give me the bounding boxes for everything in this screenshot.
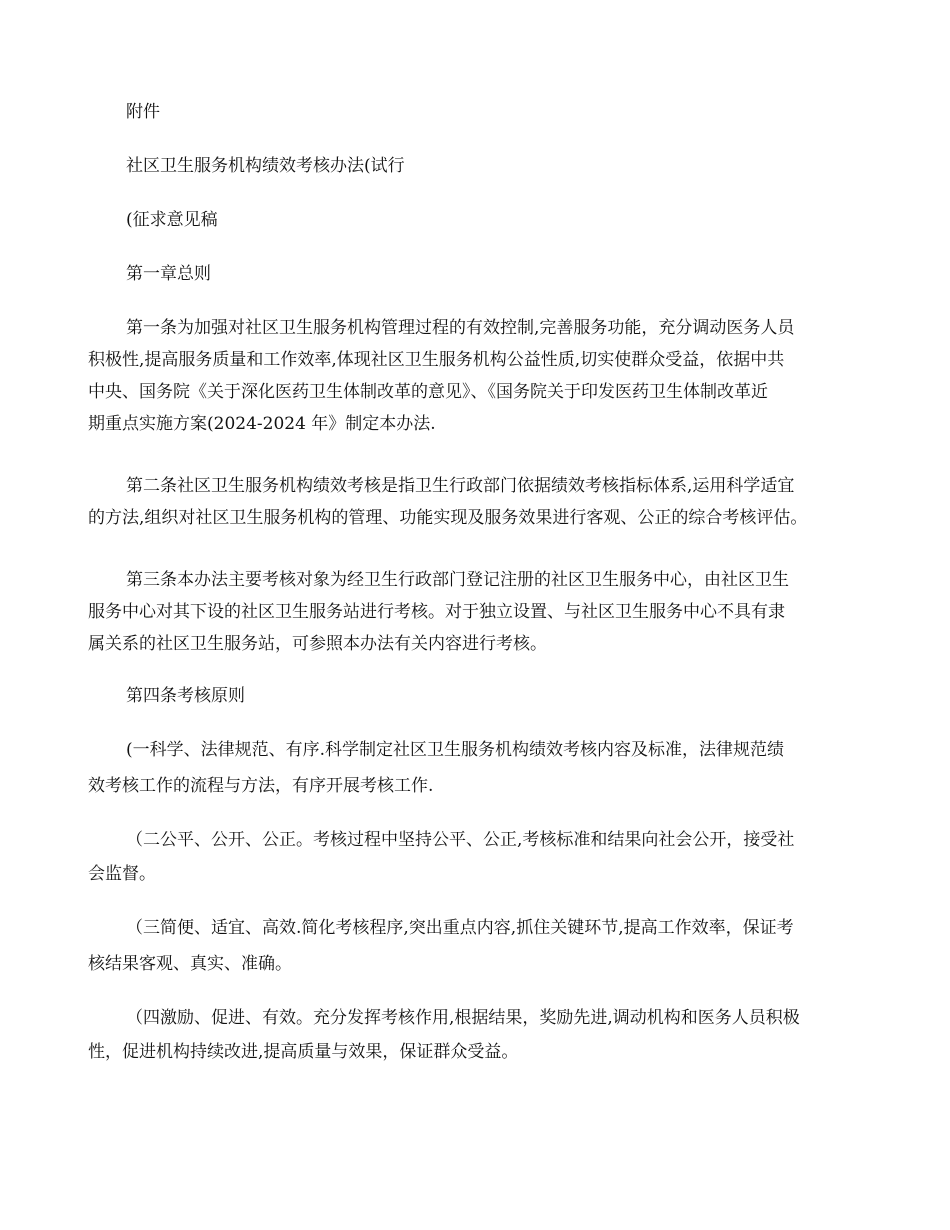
document-subtitle: (征求意见稿 — [126, 210, 218, 230]
attachment-label: 附件 — [126, 102, 160, 122]
principle-3-line: （三简便、适宜、高效.简化考核程序,突出重点内容,抓住关键环节,提高工作效率，保证考 — [126, 918, 794, 938]
principle-2-line: （二公平、公开、公正。考核过程中坚持公平、公正,考核标准和结果向社会公开，接受社 — [126, 830, 795, 850]
article-1-line: 第一条为加强对社区卫生服务机构管理过程的有效控制,完善服务功能，充分调动医务人员 — [126, 318, 795, 338]
chapter-heading: 第一章总则 — [126, 264, 211, 284]
article-2-line: 第二条社区卫生服务机构绩效考核是指卫生行政部门依据绩效考核指标体系,运用科学适宜 — [126, 476, 795, 496]
article-2-line: 的方法,组织对社区卫生服务机构的管理、功能实现及服务效果进行客观、公正的综合考核评估。 — [88, 508, 808, 528]
principle-4-line: 性，促进机构持续改进,提高质量与效果，保证群众受益。 — [88, 1042, 519, 1062]
principle-2-line: 会监督。 — [88, 864, 156, 884]
article-3-line: 属关系的社区卫生服务站，可参照本办法有关内容进行考核。 — [88, 634, 547, 654]
principle-1-line: (一科学、法律规范、有序.科学制定社区卫生服务机构绩效考核内容及标准，法律规范绩 — [126, 740, 785, 760]
article-1-line: 积极性,提高服务质量和工作效率,体现社区卫生服务机构公益性质,切实使群众受益，依据中共 — [88, 350, 785, 370]
article-3-line: 第三条本办法主要考核对象为经卫生行政部门登记注册的社区卫生服务中心，由社区卫生 — [126, 570, 789, 590]
document-title: 社区卫生服务机构绩效考核办法(试行 — [126, 156, 405, 176]
article-3-line: 服务中心对其下设的社区卫生服务站进行考核。对于独立设置、与社区卫生服务中心不具有隶 — [88, 602, 785, 622]
principle-4-line: （四激励、促进、有效。充分发挥考核作用,根据结果，奖励先进,调动机构和医务人员积极 — [126, 1008, 800, 1028]
principle-1-line: 效考核工作的流程与方法，有序开展考核工作. — [88, 776, 434, 796]
principle-3-line: 核结果客观、真实、准确。 — [88, 954, 292, 974]
article-4-heading: 第四条考核原则 — [126, 686, 245, 706]
article-1-line: 中央、国务院《关于深化医药卫生体制改革的意见》、《国务院关于印发医药卫生体制改革近 — [88, 382, 768, 402]
article-1-line: 期重点实施方案(2024-2024 年》制定本办法. — [88, 414, 436, 434]
